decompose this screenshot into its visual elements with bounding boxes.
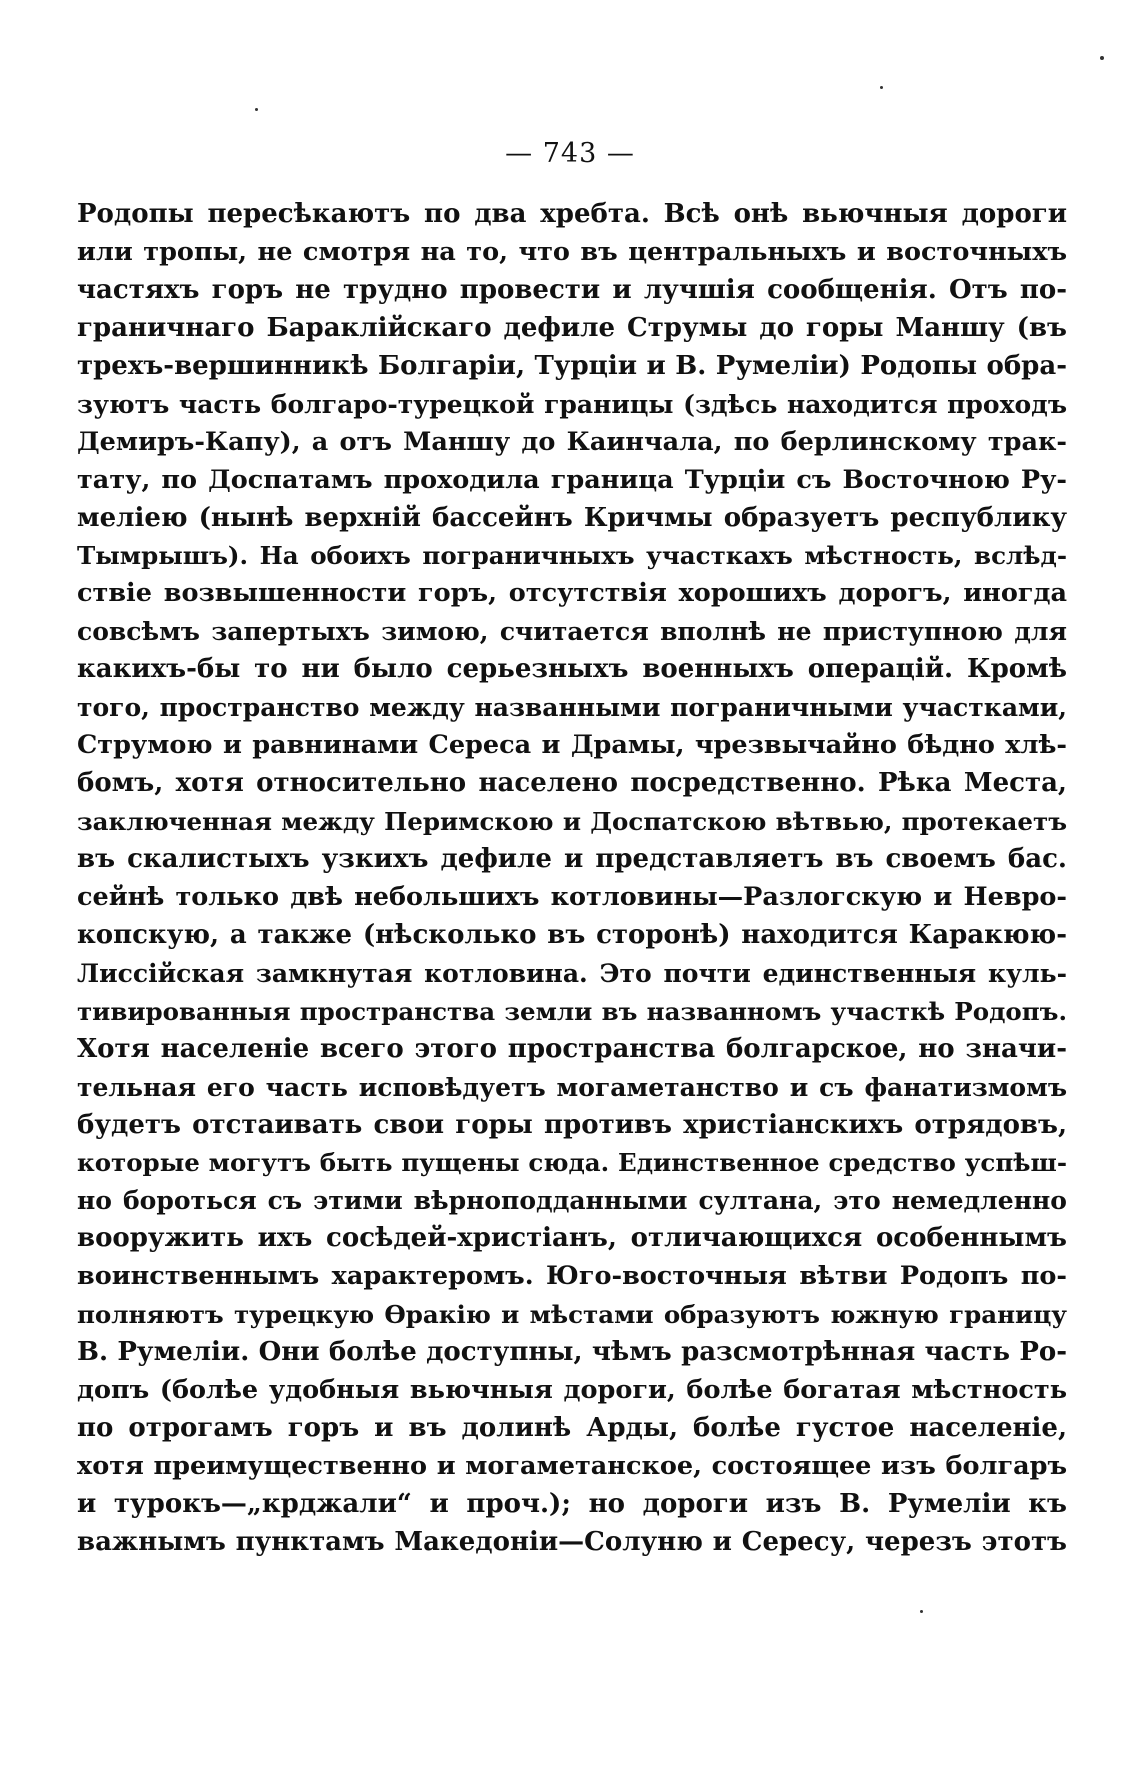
text-line: Хотя населеніе всего этого пространства болгарское, но значи- [77, 1033, 1067, 1064]
text-line: воинственнымъ характеромъ. Юго-восточныя вѣтви Родопъ по- [77, 1261, 1067, 1292]
text-line: меліею (нынѣ верхній бассейнъ Кричмы образуетъ республику [77, 502, 1067, 533]
text-line: по отрогамъ горъ и въ долинѣ Арды, болѣе густое населеніе, [77, 1413, 1067, 1443]
text-line: полняютъ турецкую Ѳракію и мѣстами образуютъ южную границу [77, 1300, 1067, 1330]
text-line: но бороться съ этими вѣрноподданными султана, это немедленно [77, 1186, 1067, 1216]
text-line: Родопы пересѣкаютъ по два хребта. Всѣ онѣ вьючныя дороги [77, 199, 1067, 229]
text-line: которые могутъ быть пущены сюда. Единственное средство успѣш- [77, 1148, 1067, 1178]
text-line: или тропы, не смотря на то, что въ центральныхъ и восточныхъ [77, 236, 1067, 267]
text-line: и турокъ—„крджали“ и проч.); но дороги изъ В. Румеліи къ [77, 1488, 1067, 1519]
text-line: Демиръ-Капу), а отъ Маншу до Каинчала, по берлинскому трак- [77, 426, 1067, 457]
text-line: Струмою и равнинами Сереса и Драмы, чрезвычайно бѣдно хлѣ- [77, 730, 1067, 761]
text-line: тивированныя пространства земли въ названномъ участкѣ Родопъ. [77, 996, 1067, 1026]
text-line: копскую, а также (нѣсколько въ сторонѣ) находится Каракюю- [77, 919, 1067, 950]
text-line: будетъ отстаивать свои горы противъ христіанскихъ отрядовъ, [77, 1109, 1067, 1140]
scan-speck [920, 1610, 923, 1613]
scan-speck [255, 108, 258, 111]
text-line: въ скалистыхъ узкихъ дефиле и представляетъ въ своемъ бас. [77, 843, 1067, 874]
page-number: — 743 — [505, 138, 635, 169]
text-line: тельная его часть исповѣдуетъ могаметанство и съ фанатизмомъ [77, 1072, 1067, 1102]
text-line: допъ (болѣе удобныя вьючныя дороги, болѣе богатая мѣстность [77, 1375, 1067, 1406]
text-line: сейнѣ только двѣ небольшихъ котловины—Разлогскую и Невро- [77, 881, 1067, 912]
scan-speck [1100, 56, 1104, 60]
text-line: важнымъ пунктамъ Македоніи—Солуню и Сересу, черезъ этотъ [77, 1526, 1067, 1557]
text-line: трехъ-вершинникѣ Болгаріи, Турціи и В. Румеліи) Родопы обра- [77, 350, 1067, 381]
body-text [77, 196, 1067, 1562]
text-line: того, пространство между названными пограничными участками, [77, 693, 1067, 723]
text-line: какихъ-бы то ни было серьезныхъ военныхъ операцій. Кромѣ [77, 654, 1067, 685]
text-line: граничнаго Бараклійскаго дефиле Струмы до горы Маншу (въ [77, 312, 1067, 343]
text-line: хотя преимущественно и могаметанское, состоящее изъ болгаръ [77, 1450, 1067, 1481]
text-line: бомъ, хотя относительно населено посредственно. Рѣка Места, [77, 768, 1067, 799]
text-line: тату, по Доспатамъ проходила граница Турціи съ Восточною Ру- [77, 464, 1067, 495]
text-line: Тымрышъ). На обоихъ пограничныхъ участкахъ мѣстность, вслѣд- [77, 541, 1067, 571]
text-line: частяхъ горъ не трудно провести и лучшія сообщенія. Отъ по- [77, 274, 1067, 305]
text-line: В. Румеліи. Они болѣе доступны, чѣмъ разсмотрѣнная часть Ро- [77, 1337, 1067, 1368]
text-line: зуютъ часть болгаро-турецкой границы (здѣсь находится проходъ [77, 389, 1067, 419]
text-line: заключенная между Перимскою и Доспатскою вѣтвью, протекаетъ [77, 807, 1067, 836]
text-line: ствіе возвышенности горъ, отсутствія хорошихъ дорогъ, иногда [77, 578, 1067, 609]
scan-speck [880, 86, 883, 89]
text-line: совсѣмъ запертыхъ зимою, считается вполнѣ не приступною для [77, 617, 1067, 647]
text-line: Лиссійская замкнутая котловина. Это почти единственныя куль- [77, 958, 1067, 988]
text-line: вооружить ихъ сосѣдей-христіанъ, отличающихся особеннымъ [77, 1223, 1067, 1254]
